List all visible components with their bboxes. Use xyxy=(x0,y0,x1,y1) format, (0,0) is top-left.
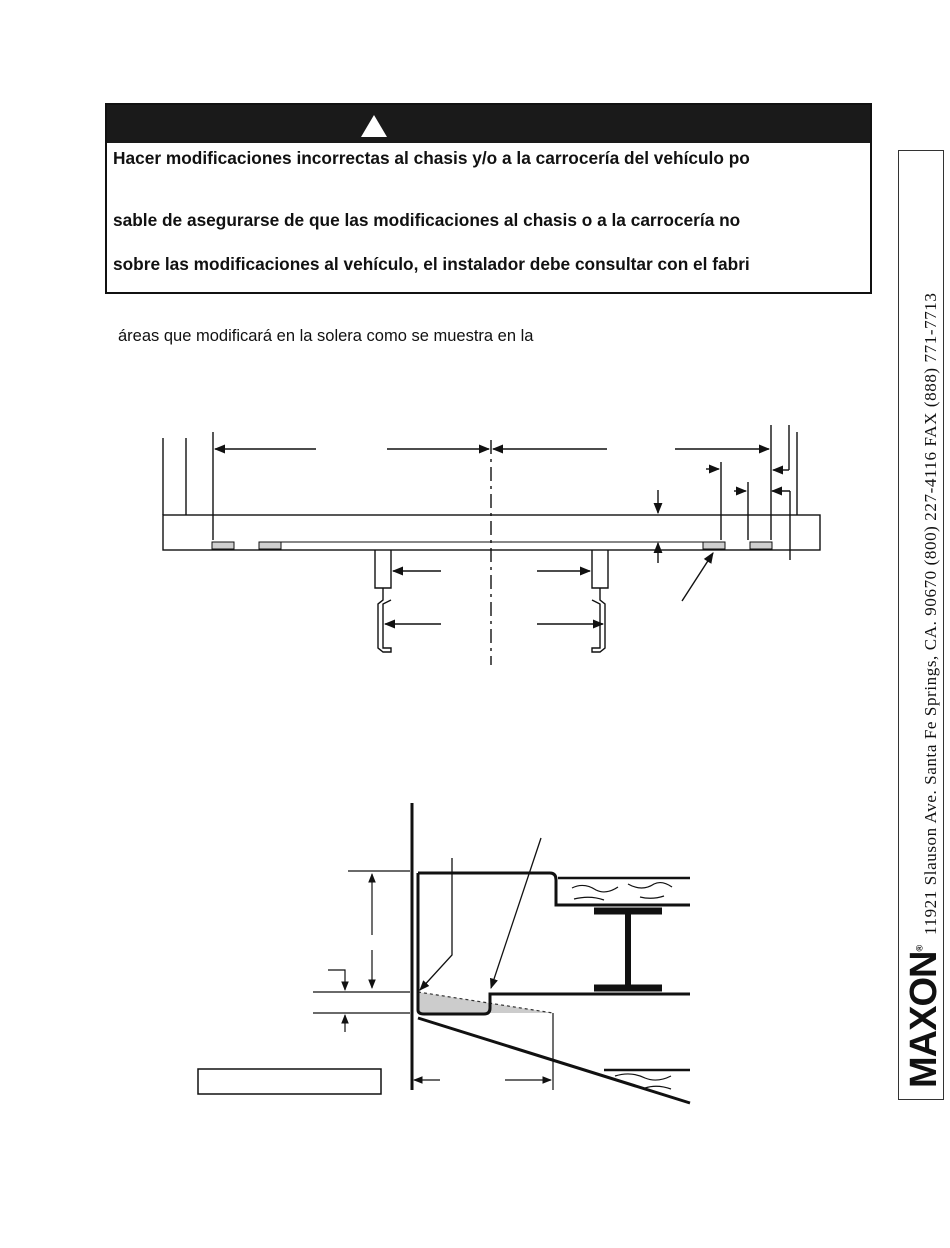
warning-box xyxy=(105,103,872,294)
warning-header xyxy=(107,105,870,143)
warning-line-1: Hacer modificaciones incorrectas al chasis y/o a la carrocería del vehículo po xyxy=(113,148,750,168)
warning-line-2: sable de asegurarse de que las modificaciones al chasis o a la carrocería no xyxy=(113,210,741,230)
side-panel xyxy=(898,150,944,1100)
warning-line-3: sobre las modificaciones al vehículo, el instalador debe consultar con el fabri xyxy=(113,254,750,274)
logo-text: MAXON xyxy=(903,951,945,1088)
intro-text: áreas que modificará en la solera como se muestra en la xyxy=(118,327,534,345)
maxon-logo xyxy=(903,946,946,1088)
warning-triangle-icon xyxy=(360,114,388,138)
company-address: 11921 Slauson Ave. Santa Fe Springs, CA. 90670 (800) 227-4116 FAX (888) 771-7713 xyxy=(921,292,940,935)
registered-mark: ® xyxy=(914,945,925,952)
